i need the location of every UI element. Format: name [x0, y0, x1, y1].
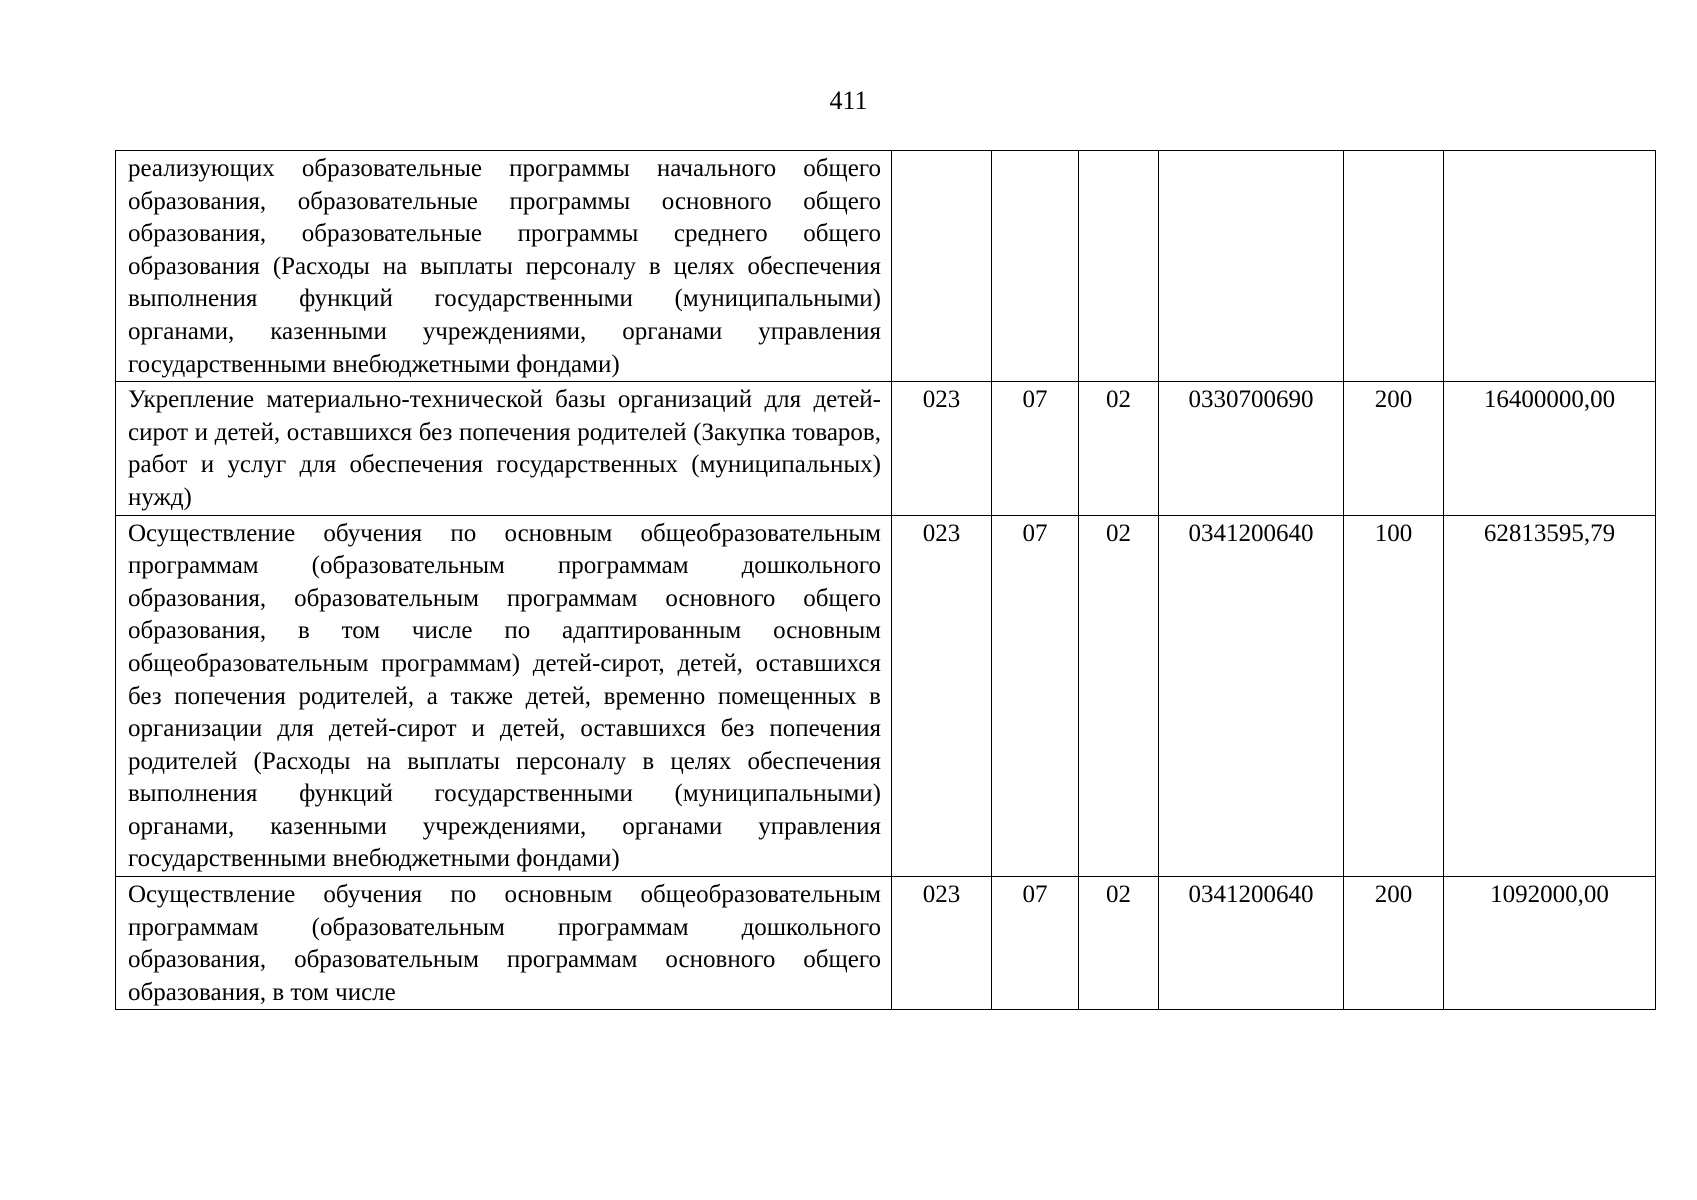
- row-description: Осуществление обучения по основным общеобразовательным программам (образовательным программам дошкольного образования, образовательным программам основного общего образования, в том числе по адаптированным основным общеобразовательным программам) детей-сирот, детей, оставшихся без попечения родителей, а также детей, временно помещенных в организации для детей-сирот и детей, оставшихся без попечения родителей (Расходы на выплаты персоналу в целях обеспечения выполнения функций государственными (муниципальными) органами, казенными учреждениями, органами управления государственными внебюджетными фондами): [116, 515, 892, 877]
- amount: [1444, 151, 1656, 382]
- department-code: [892, 151, 992, 382]
- table-row: [116, 877, 1656, 1010]
- page-number: 411: [829, 86, 868, 115]
- subsection-code: 02: [1079, 382, 1159, 515]
- subsection-code: 02: [1079, 877, 1159, 1010]
- amount: 16400000,00: [1444, 382, 1656, 515]
- target-article-code: 0330700690: [1159, 382, 1344, 515]
- subsection-code: 02: [1079, 515, 1159, 877]
- expense-type-code: 200: [1344, 382, 1444, 515]
- subsection-code: [1079, 151, 1159, 382]
- expense-type-code: [1344, 151, 1444, 382]
- target-article-code: [1159, 151, 1344, 382]
- row-description: Осуществление обучения по основным общеобразовательным программам (образовательным программам дошкольного образования, образовательным программам основного общего образования, в том числе: [116, 877, 892, 1010]
- expense-type-code: 200: [1344, 877, 1444, 1010]
- section-code: [992, 151, 1079, 382]
- section-code: 07: [992, 515, 1079, 877]
- row-description: реализующих образовательные программы начального общего образования, образовательные программы основного общего образования, образовательные программы среднего общего образования (Расходы на выплаты персоналу в целях обеспечения выполнения функций государственными (муниципальными) органами, казенными учреждениями, органами управления государственными внебюджетными фондами): [116, 151, 892, 382]
- department-code: 023: [892, 382, 992, 515]
- table-row: [116, 382, 1656, 515]
- amount: 1092000,00: [1444, 877, 1656, 1010]
- row-description: Укрепление материально-технической базы организаций для детей-сирот и детей, оставшихся без попечения родителей (Закупка товаров, работ и услуг для обеспечения государственных (муниципальных) нужд): [116, 382, 892, 515]
- department-code: 023: [892, 515, 992, 877]
- table-row: [116, 151, 1656, 382]
- table-row: [116, 515, 1656, 877]
- budget-table: [115, 150, 1656, 1010]
- section-code: 07: [992, 382, 1079, 515]
- amount: 62813595,79: [1444, 515, 1656, 877]
- target-article-code: 0341200640: [1159, 877, 1344, 1010]
- section-code: 07: [992, 877, 1079, 1010]
- expense-type-code: 100: [1344, 515, 1444, 877]
- target-article-code: 0341200640: [1159, 515, 1344, 877]
- department-code: 023: [892, 877, 992, 1010]
